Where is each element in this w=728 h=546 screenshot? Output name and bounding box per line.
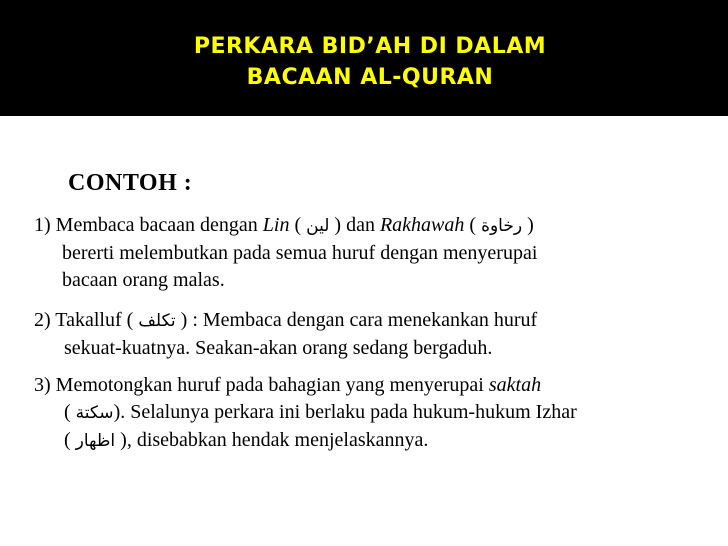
slide-title-line-2: BACAAN AL-QURAN: [246, 65, 494, 90]
item-1-line-1: [34, 212, 714, 240]
item-1-text-c: ) dan: [329, 214, 380, 236]
item-3-line-1: [34, 372, 714, 399]
lin-term: Lin: [262, 214, 290, 236]
item-1-text-b: (: [289, 214, 307, 236]
item-2-line-1: [34, 307, 714, 335]
title-bar: [0, 0, 728, 116]
item-3-line-3: [34, 427, 714, 455]
takalluf-arabic: تكلف: [138, 311, 176, 331]
example-item-1: [34, 212, 714, 294]
saktah-term: saktah: [488, 374, 542, 396]
item-1-text-e: ): [522, 214, 534, 236]
item-1-line-2: bererti melembutkan pada semua huruf dengan menyerupai: [62, 242, 538, 264]
rakhawah-term: Rakhawah: [379, 214, 465, 236]
item-2-text-a: 2) Takalluf (: [34, 309, 139, 331]
item-3-line-2: [34, 399, 714, 427]
slide-title-line-1: PERKARA BID’AH DI DALAM: [193, 34, 547, 59]
item-3-text-d: (: [64, 429, 76, 451]
item-1-line-3: bacaan orang malas.: [62, 269, 225, 291]
item-3-text-c: ). Selalunya perkara ini berlaku pada hukum-hukum Izhar: [113, 401, 577, 423]
item-3-text-a: 3) Memotongkan huruf pada bahagian yang menyerupai: [34, 374, 489, 396]
item-2-line-2: sekuat-kuatnya. Seakan-akan orang sedang bergaduh.: [64, 337, 493, 359]
contoh-heading: CONTOH :: [68, 170, 193, 196]
item-3-text-e: ), disebabkan hendak menjelaskannya.: [115, 429, 429, 451]
example-item-2: [34, 307, 714, 362]
rakhawah-arabic: رخاوة: [481, 216, 523, 236]
item-2-text-b: ) : Membaca dengan cara menekankan huruf: [175, 309, 538, 331]
lin-arabic: لين: [306, 216, 330, 236]
izhar-arabic: اظهار: [75, 431, 116, 451]
item-1-text-a: 1) Membaca bacaan dengan: [34, 214, 263, 236]
example-item-3: [34, 372, 714, 455]
item-3-text-b: (: [64, 401, 76, 423]
saktah-arabic: سكتة: [75, 403, 114, 423]
item-1-text-d: (: [464, 214, 482, 236]
